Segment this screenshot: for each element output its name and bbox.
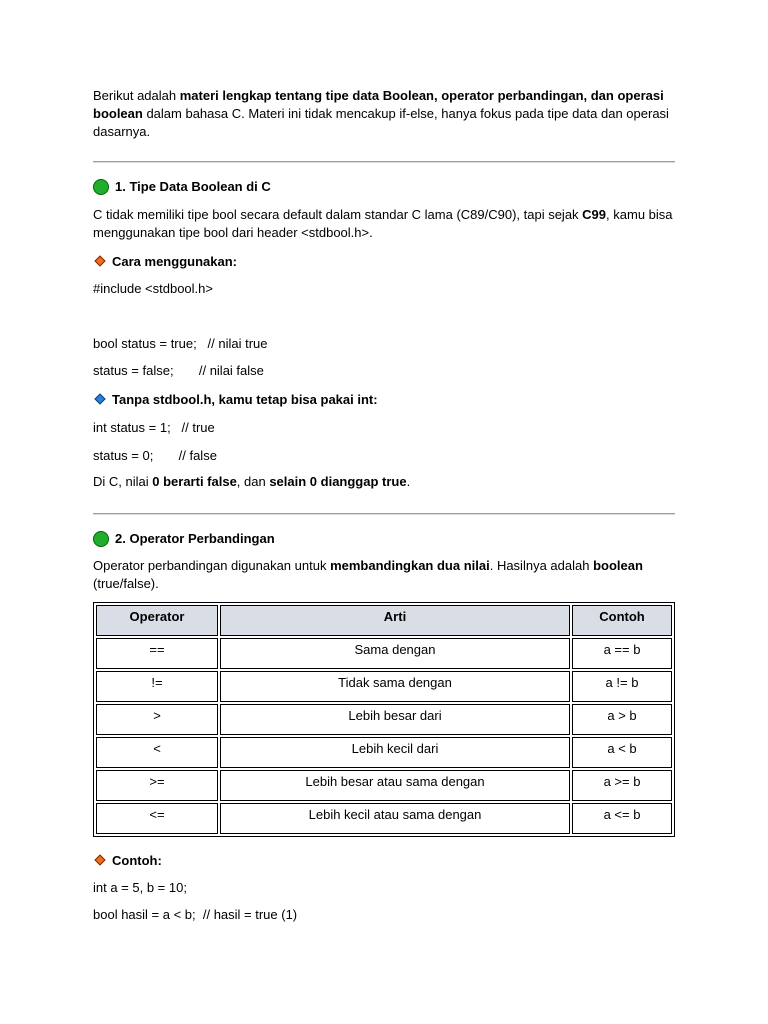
cell-contoh: a > b — [572, 704, 672, 735]
header-arti: Arti — [220, 605, 570, 636]
note-paragraph: Di C, nilai 0 berarti false, dan selain 0 dianggap true. — [93, 474, 411, 489]
intro-paragraph — [93, 87, 675, 141]
green-circle-icon — [93, 179, 109, 195]
intro-text: Berikut adalah — [93, 88, 180, 103]
cell-arti: Tidak sama dengan — [220, 671, 570, 702]
cell-arti: Lebih besar dari — [220, 704, 570, 735]
subheading-tanpa: Tanpa stdbool.h, kamu tetap bisa pakai int: — [93, 391, 675, 409]
cell-operator: < — [96, 737, 218, 768]
green-circle-icon — [93, 531, 109, 547]
cell-arti: Lebih kecil dari — [220, 737, 570, 768]
cell-operator: == — [96, 638, 218, 669]
cell-contoh: a >= b — [572, 770, 672, 801]
cell-arti: Sama dengan — [220, 638, 570, 669]
orange-diamond-icon — [94, 255, 105, 266]
subheading-contoh: Contoh: — [93, 852, 675, 870]
section-1-heading — [93, 178, 675, 196]
cell-contoh: a < b — [572, 737, 672, 768]
header-contoh: Contoh — [572, 605, 672, 636]
code-status-zero: status = 0; // false — [93, 448, 217, 463]
section-1-description: C tidak memiliki tipe bool secara default dalam standar C lama (C89/C90), tapi sejak C99, kamu bisa menggunakan tipe bool dari header <stdbool.h>. — [93, 207, 677, 240]
blue-diamond-icon — [94, 393, 105, 404]
table-row — [96, 803, 672, 834]
code-int-ab: int a = 5, b = 10; — [93, 880, 187, 895]
code-int-status: int status = 1; // true — [93, 420, 215, 435]
divider — [93, 513, 675, 515]
code-status-false: status = false; // nilai false — [93, 363, 264, 378]
cell-operator: <= — [96, 803, 218, 834]
section-1-title: 1. Tipe Data Boolean di C — [115, 179, 271, 194]
table-row — [96, 638, 672, 669]
cell-contoh: a == b — [572, 638, 672, 669]
cell-contoh: a != b — [572, 671, 672, 702]
cell-arti: Lebih kecil atau sama dengan — [220, 803, 570, 834]
subheading-cara: Cara menggunakan: — [93, 253, 675, 271]
section-2-description: Operator perbandingan digunakan untuk membandingkan dua nilai. Hasilnya adalah boolean (true/false). — [93, 558, 647, 591]
cell-operator: >= — [96, 770, 218, 801]
section-2-title: 2. Operator Perbandingan — [115, 531, 275, 546]
cell-arti: Lebih besar atau sama dengan — [220, 770, 570, 801]
table-row — [96, 704, 672, 735]
table-header-row — [96, 605, 672, 636]
operator-table — [93, 602, 675, 837]
intro-text-end: dalam bahasa C. Materi ini tidak mencakup if-else, hanya fokus pada tipe data dan operasi dasarnya. — [93, 106, 673, 139]
table-row — [96, 737, 672, 768]
table-row — [96, 770, 672, 801]
orange-diamond-icon — [94, 854, 105, 865]
cell-operator: != — [96, 671, 218, 702]
cell-contoh: a <= b — [572, 803, 672, 834]
section-2-heading — [93, 530, 675, 548]
header-operator: Operator — [96, 605, 218, 636]
code-bool-hasil: bool hasil = a < b; // hasil = true (1) — [93, 907, 298, 922]
divider — [93, 161, 675, 163]
code-bool-status: bool status = true; // nilai true — [93, 336, 268, 351]
cell-operator: > — [96, 704, 218, 735]
intro-bold: materi lengkap tentang tipe data Boolean, operator perbandingan, dan operasi boolean — [93, 88, 668, 121]
code-include: #include <stdbool.h> — [93, 281, 213, 296]
table-row — [96, 671, 672, 702]
